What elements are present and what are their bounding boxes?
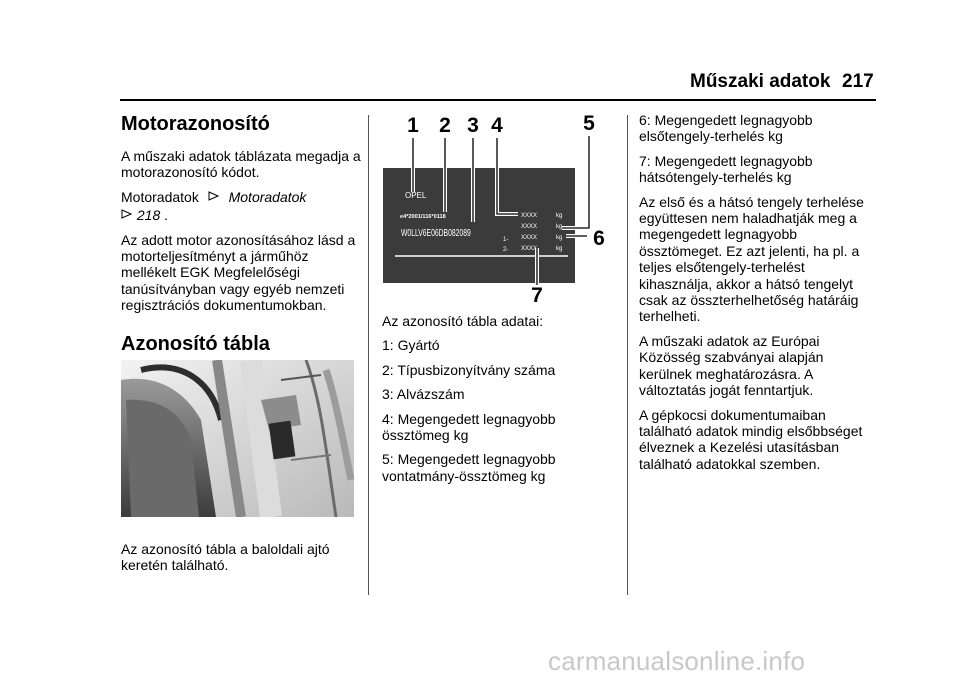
page-number: 217 xyxy=(842,71,874,92)
id-plate-diagram xyxy=(380,110,615,305)
callout-4: 4 xyxy=(491,114,503,137)
running-header-title: Műszaki adatok xyxy=(690,71,831,92)
crossref-page[interactable]: 218 xyxy=(136,207,161,224)
callout-3: 3 xyxy=(467,114,479,137)
plate-data-intro: Az azonosító tábla adatai: xyxy=(382,313,544,329)
crossref-line xyxy=(121,189,361,205)
paragraph-engine-code: A műszaki adatok táblázata megadja a motorazonosító kódot. xyxy=(121,148,361,181)
crossref-page-line: 218 . xyxy=(121,207,361,223)
plate-item-1: 1: Gyártó xyxy=(382,337,440,354)
right-column xyxy=(639,112,877,480)
plate-item-5: 5: Megengedett legnagyobb vontatmány-össztömeg kg xyxy=(382,451,556,484)
plate-item-2: 2: Típusbizonyítvány száma xyxy=(382,361,556,378)
plate-vin: W0LLV6E06DB082089 xyxy=(401,226,471,239)
callout-2: 2 xyxy=(439,114,451,137)
plate-item-3: 3: Alvázszám xyxy=(382,386,465,403)
plate-kg-3: kg xyxy=(556,235,563,241)
crossref-title[interactable]: Motoradatok xyxy=(228,188,307,205)
column-divider-left xyxy=(368,115,369,595)
left-column xyxy=(121,112,361,356)
plate-kg-2: kg xyxy=(556,224,563,230)
image-caption-block xyxy=(121,541,361,582)
section-heading-id-plate: Azonosító tábla xyxy=(121,332,270,355)
plate-xxxx-3: XXXX xyxy=(521,235,538,241)
column-divider-right xyxy=(627,115,628,595)
section-heading-engine-id: Motorazonosító xyxy=(121,113,270,135)
callout-5: 5 xyxy=(583,112,595,135)
middle-column xyxy=(382,313,617,492)
plate-item-4: 4: Megengedett legnagyobb össztömeg kg xyxy=(382,410,556,444)
paragraph-eu-standards: A műszaki adatok az Európai Közösség szabványai alapján kerülnek meghatározásra. A változtatás jogát fenntartjuk. xyxy=(639,332,824,399)
plate-kg-1: kg xyxy=(556,213,563,219)
plate-xxxx-2: XXXX xyxy=(521,224,538,230)
door-frame-photo xyxy=(121,360,354,517)
plate-xxxx-4: XXXX xyxy=(521,246,538,252)
callout-1: 1 xyxy=(407,114,419,137)
plate-item-7: 7: Megengedett legnagyobb hátsótengely-terhelés kg xyxy=(639,152,813,186)
header-rule xyxy=(120,99,876,101)
plate-axle-2: 2- xyxy=(503,247,509,253)
plate-brand: OPEL xyxy=(405,191,427,200)
plate-approval-number: e4*2001/116*0118 xyxy=(400,214,446,220)
watermark: carmanualsonline.info xyxy=(548,646,806,676)
paragraph-axle-load: Az első és a hátsó tengely terhelése együttesen nem haladhatják meg a megengedett legnagyobb össztömeget. Ez azt jelenti, ha pl. a teljes elsőtengely-terhelést kihasználja, akkor a hátsó tengelyt csak az összterhelhetőség határáig terhelheti. xyxy=(639,193,864,325)
paragraph-document-precedence: A gépkocsi dokumentumaiban található adatok mindig elsőbbséget élveznek a Kezelési utasításban található adatokkal szemben. xyxy=(639,406,863,472)
plate-item-6: 6: Megengedett legnagyobb elsőtengely-terhelés kg xyxy=(639,112,813,145)
crossref-prefix: Motoradatok xyxy=(121,188,199,205)
arrow-icon xyxy=(121,207,137,223)
plate-xxxx-1: XXXX xyxy=(521,213,538,219)
paragraph-engine-identification: Az adott motor azonosításához lásd a motorteljesítményt a járműhöz mellékelt EGK Megfelelőségi tanúsítványban vagy egyéb nemzeti regisztrációs dokumentumokban. xyxy=(121,231,356,314)
image-caption: Az azonosító tábla a baloldali ajtó keretén található. xyxy=(121,541,330,574)
arrow-icon xyxy=(203,189,225,205)
plate-kg-4: kg xyxy=(556,246,563,252)
callout-7: 7 xyxy=(531,284,543,305)
callout-6: 6 xyxy=(593,227,605,250)
plate-axle-1: 1- xyxy=(503,237,509,243)
